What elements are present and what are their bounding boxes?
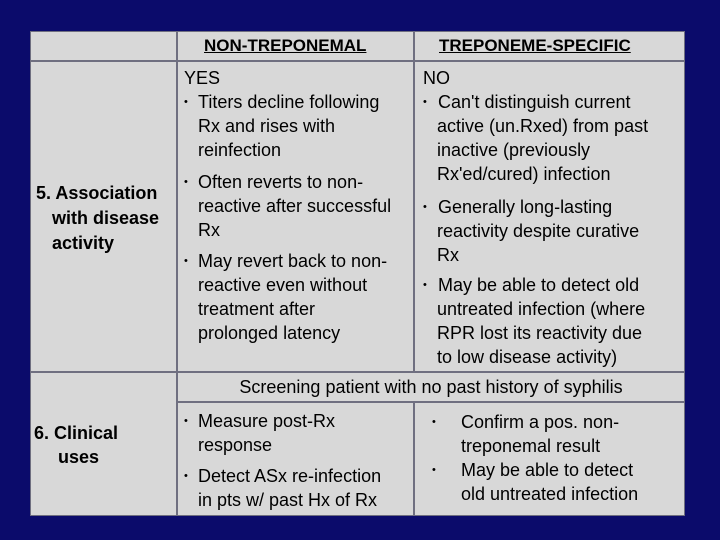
- row6-label-line1: 6. Clinical: [34, 423, 119, 443]
- bullet-icon: •: [184, 470, 188, 482]
- row5-col1-b3-line4: prolonged latency: [198, 323, 341, 343]
- row5-col1-heading: YES: [184, 68, 221, 88]
- bullet-icon: •: [184, 176, 188, 188]
- row5-col1-b1-line2: Rx and rises with: [198, 116, 336, 136]
- row5-col1-b2-line2: reactive after successful: [198, 196, 392, 216]
- row5-col2-b3-line1: May be able to detect old: [438, 275, 640, 295]
- row6-col1-b1-line1: Measure post-Rx: [198, 411, 336, 431]
- row5-col2-b1-line4: Rx'ed/cured) infection: [437, 164, 611, 184]
- row5-label-line3: activity: [52, 233, 115, 253]
- row5-label-line1: 5. Association: [36, 183, 158, 203]
- bullet-icon: •: [423, 201, 427, 213]
- bullet-icon: •: [432, 416, 436, 428]
- row5-col2-b2-line2: reactivity despite curative: [437, 221, 640, 241]
- row6-col2-b2-line1: May be able to detect: [461, 460, 634, 480]
- row5-col1-b2-line3: Rx: [198, 220, 220, 240]
- header-treponeme-specific: TREPONEME-SPECIFIC: [439, 36, 631, 55]
- bullet-icon: •: [432, 464, 436, 476]
- bullet-icon: •: [423, 279, 427, 291]
- header-non-treponemal: NON-TREPONEMAL: [204, 36, 367, 55]
- row5-col2-b2-line1: Generally long-lasting: [438, 197, 613, 217]
- row6-col2-b1-line2: treponemal result: [461, 436, 601, 456]
- row5-col2-b1-line2: active (un.Rxed) from past: [437, 116, 649, 136]
- row6-col1-b2-line2: in pts w/ past Hx of Rx: [198, 490, 378, 510]
- row5-label-line2: with disease: [52, 208, 160, 228]
- row5-col1-b1-line1: Titers decline following: [198, 92, 380, 112]
- bullet-icon: •: [423, 96, 427, 108]
- row6-col1-b1-line2: response: [198, 435, 273, 455]
- row6-col1-b2-line1: Detect ASx re-infection: [198, 466, 382, 486]
- row5-col2-b3-line2: untreated infection (where: [437, 299, 646, 319]
- row5-col2-heading: NO: [423, 68, 450, 88]
- row6-col2-b1-line1: Confirm a pos. non-: [461, 412, 620, 432]
- row5-col1-b3-line1: May revert back to non-: [198, 251, 388, 271]
- bullet-icon: •: [184, 415, 188, 427]
- row5-col2-b2-line3: Rx: [437, 245, 459, 265]
- row5-col2-b3-line4: to low disease activity): [437, 347, 618, 367]
- row5-col1-b3-line2: reactive even without: [198, 275, 368, 295]
- bullet-icon: •: [184, 255, 188, 267]
- row6-col2-b2-line2: old untreated infection: [461, 484, 639, 504]
- row5-col2-b1-line3: inactive (previously: [437, 140, 591, 160]
- row5-col2-b1-line1: Can't distinguish current: [438, 92, 631, 112]
- bullet-icon: •: [184, 96, 188, 108]
- row5-col1-b1-line3: reinfection: [198, 140, 282, 160]
- header-label-cell: [30, 31, 177, 61]
- row6-label-line2: uses: [58, 447, 100, 467]
- row5-col2-b3-line3: RPR lost its reactivity due: [437, 323, 643, 343]
- row5-col1-b2-line1: Often reverts to non-: [198, 172, 364, 192]
- row5-col1-b3-line3: treatment after: [198, 299, 316, 319]
- row6-banner: Screening patient with no past history of syphilis: [239, 377, 623, 397]
